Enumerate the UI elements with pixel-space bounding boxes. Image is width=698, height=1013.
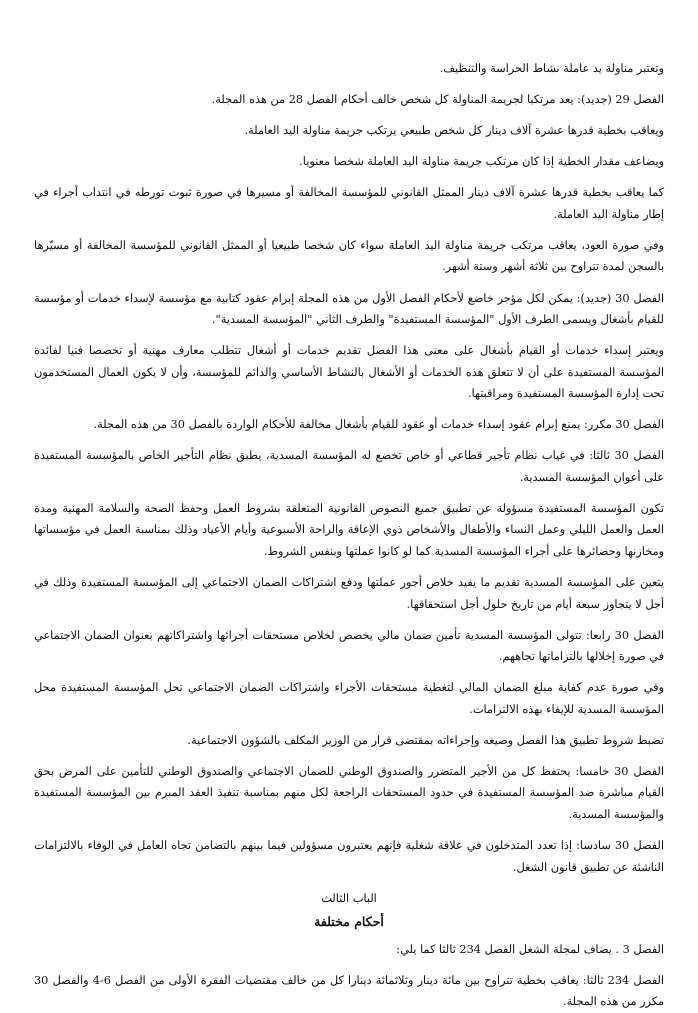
paragraph: الفصل 30 خامسا: يحتفظ كل من الأجير المتضرر والصندوق الوطني للضمان الاجتماعي والصندوق الوطني للتأمين على المرض بحق القيام مباشرة ضد المؤسسة المستفيدة في حدود المستحقات الراجعة لكل منهم بمناسبة تنفيذ العقد المبرم بين المؤسسة المستفيدة والمؤسسة المسدية. bbox=[34, 764, 664, 821]
paragraph: ويضاعف مقدار الخطية إذا كان مرتكب جريمة مناولة اليد العاملة شخصا معنويا. bbox=[299, 155, 664, 169]
paragraph: ويعاقب بخطية قدرها عشرة آلاف دينار كل شخص طبيعي يرتكب جريمة مناولة اليد العاملة. bbox=[244, 124, 664, 138]
paragraph: الفصل 30 (جديد): يمكن لكل مؤجر خاضع لأحكام الفصل الأول من هذه المجلة إبرام عقود كتابية مع مؤسسة لإسداء خدمات أو مؤسسة للقيام بأشغال ويسمى الطرف الأول "المؤسسة المستفيدة" والطرف الثاني "المؤسسة المسدية". bbox=[34, 291, 664, 327]
chapter-label: الباب الثالث bbox=[321, 891, 377, 905]
paragraph: الفصل 30 مكرر: يمنع إبرام عقود إسداء خدمات أو عقود للقيام بأشغال مخالفة للأحكام الواردة بالفصل 30 من هذه المجلة. bbox=[93, 418, 664, 432]
paragraph: الفصل 30 ثالثا: في غياب نظام تأجير قطاعي أو خاص تخضع له المؤسسة المسدية، يطبق نظام التأجير الخاص بالمؤسسة المستفيدة على أعوان المؤسسة المسدية. bbox=[34, 449, 664, 484]
paragraph: وفي صورة العود، يعاقب مرتكب جريمة مناولة اليد العاملة سواء كان شخصا طبيعيا أو الممثل القانوني للمؤسسة المخالفة أو مسيّرها بالسجن لمدة تتراوح بين ثلاثة أشهر وستة أشهر. bbox=[34, 238, 664, 274]
chapter-title: أحكام مختلفة bbox=[314, 914, 384, 930]
paragraph: كما يعاقب بخطية قدرها عشرة آلاف دينار الممثل القانوني للمؤسسة المخالفة أو مسيرها في صورة ثبوت تورطه في انتداب أجراء في إطار مناولة اليد العاملة. bbox=[34, 186, 664, 221]
paragraph: الفصل 30 سادسا: إذا تعدد المتدخلون في علاقة شغلية فإنهم يعتبرون مسؤولين فيما بينهم بالتضامن تجاه العامل في الوفاء بالالتزامات الناشئة عن تطبيق قانون الشغل. bbox=[34, 839, 664, 874]
paragraph: يتعين على المؤسسة المسدية تقديم ما يفيد خلاص أجور عملتها ودفع اشتراكات الضمان الاجتماعي إلى المؤسسة المستفيدة وذلك في أجل لا يتجاوز سبعة أيام من تاريخ حلول أجل استحقاقها. bbox=[34, 576, 664, 611]
paragraph: الفصل 3 . يضاف لمجلة الشغل الفصل 234 ثالثا كما يلي: bbox=[396, 942, 664, 956]
paragraph: ويعتبر إسداء خدمات أو القيام بأشغال على معنى هذا الفصل تقديم خدمات أو أشغال تتطلب معارف مهنية أو تخصصا فنيا لفائدة المؤسسة المستفيدة على أن لا تتعلق هذه الخدمات أو الأشغال بالنشاط الأساسي والدائم للمؤسسة، وأن لا يكون العمال المستخدمون تحت إدارة المؤسسة المستفيدة ومراقبتها. bbox=[34, 344, 664, 401]
paragraph: وتعتبر مناولة يد عاملة نشاط الحراسة والتنظيف. bbox=[439, 62, 664, 75]
paragraph: الفصل 234 ثالثا: يعاقب بخطية تتراوح بين مائة دينار وثلاثمائة دينارا كل من خالف مقتضيات الفقرة الأولى من الفصل 6-4 والفصل 30 مكرر من هذه المجلة. bbox=[34, 973, 664, 1009]
paragraph: وفي صورة عدم كفاية مبلغ الضمان المالي لتغطية مستحقات الأجراء واشتراكات الضمان الاجتماعي تحل المؤسسة المستفيدة محل المؤسسة المسدية للإيفاء بهذه الالتزامات. bbox=[34, 681, 664, 716]
paragraph: الفصل 29 (جديد): يعد مرتكبا لجريمة المناولة كل شخص خالف أحكام الفصل 28 من هذه المجلة. bbox=[211, 93, 664, 107]
paragraph: تكون المؤسسة المستفيدة مسؤولة عن تطبيق جميع النصوص القانونية المتعلقة بشروط العمل وحفظ الصحة والسلامة المهنية ومدة العمل والعمل الليلي وعمل النساء والأطفال والأشخاص ذوي الإعاقة والراحة الأسبوعية وأيام الأعياد وذلك بمناسبة العمل في مؤسساتها ومخازنها وحضائرها على أجراء المؤسسة المسدية كما لو كانوا عملتها وبنفس الشروط. bbox=[34, 501, 664, 558]
paragraph: تضبط شروط تطبيق هذا الفصل وصيغه وإجراءاته بمقتضى قرار من الوزير المكلف بالشؤون الاجتماعية. bbox=[187, 733, 664, 747]
paragraph: الفصل 30 رابعا: تتولى المؤسسة المسدية تأمين ضمان مالي يخصص لخلاص مستحقات أجرائها واشتراكاتهم بعنوان الضمان الاجتماعي في صورة إخلالها بالتزاماتها تجاههم. bbox=[34, 628, 664, 664]
